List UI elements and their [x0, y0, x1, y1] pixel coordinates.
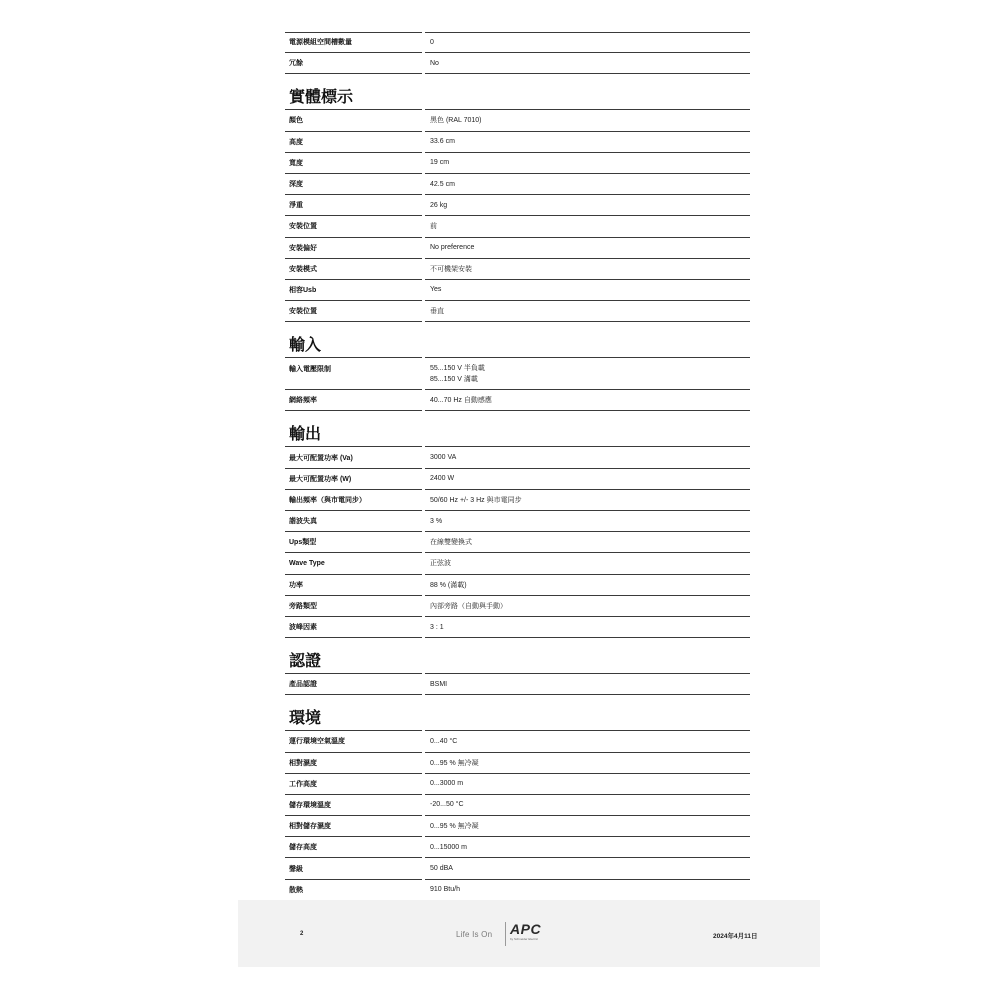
spec-value: 19 cm [430, 159, 450, 167]
section-heading-input [285, 322, 750, 358]
spec-label: 波峰因素 [289, 624, 317, 632]
section-heading-output [285, 411, 750, 447]
spec-label: 淨重 [289, 202, 303, 210]
spec-value: 3 % [430, 517, 443, 525]
spec-label: 輸入電壓限制 [289, 366, 331, 374]
section-title: 環境 [289, 710, 322, 728]
spec-value: 在線雙變換式 [430, 539, 472, 547]
spec-row [285, 532, 750, 553]
spec-row [285, 280, 750, 301]
section-heading-environment [285, 695, 750, 731]
tagline: Life Is On [456, 930, 493, 939]
spec-value: No preference [430, 244, 475, 252]
spec-value: 3000 VA [430, 454, 457, 462]
spec-label: Ups類型 [289, 539, 317, 547]
section-heading-physical [285, 74, 750, 110]
spec-row [285, 174, 750, 195]
page-footer [238, 900, 820, 967]
spec-value: 0...95 % 無冷凝 [430, 759, 479, 767]
spec-label: 相對儲存濕度 [289, 823, 331, 831]
spec-row [285, 259, 750, 280]
spec-label: 安裝位置 [289, 308, 317, 316]
spec-label: 安裝模式 [289, 265, 317, 273]
spec-label: 相對濕度 [289, 759, 317, 767]
spec-label: 寬度 [289, 159, 303, 167]
footer-divider [505, 922, 506, 946]
spec-label: 旁路類型 [289, 602, 317, 610]
spec-row [285, 490, 750, 511]
spec-value: 正弦波 [430, 560, 451, 568]
spec-row [285, 195, 750, 216]
spec-row [285, 238, 750, 259]
spec-row [285, 301, 750, 322]
spec-label: Wave Type [289, 559, 325, 567]
spec-label: 安裝偏好 [289, 244, 317, 252]
section-title: 認證 [289, 653, 322, 671]
spec-row [285, 731, 750, 752]
spec-label: 儲存環境溫度 [289, 801, 331, 809]
spec-row [285, 837, 750, 858]
spec-value: 50/60 Hz +/- 3 Hz 與市電同步 [430, 496, 522, 504]
spec-value: 0...40 °C [430, 737, 458, 745]
spec-value: 42.5 cm [430, 180, 455, 188]
spec-row [285, 575, 750, 596]
spec-row [285, 32, 750, 53]
spec-label: 最大可配置功率 (W) [289, 475, 352, 483]
spec-value: 垂直 [430, 308, 444, 316]
spec-label: 最大可配置功率 (Va) [289, 454, 353, 462]
spec-label: 顏色 [289, 117, 303, 125]
spec-row [285, 153, 750, 174]
spec-label: 產品認證 [289, 681, 317, 689]
spec-label: 網絡頻率 [289, 397, 317, 405]
page-number: 2 [300, 931, 304, 937]
spec-row [285, 358, 750, 390]
spec-row [285, 774, 750, 795]
spec-row [285, 674, 750, 695]
spec-label: 諧波失真 [289, 518, 317, 526]
spec-row [285, 753, 750, 774]
spec-value: 2400 W [430, 475, 455, 483]
spec-value: No [430, 59, 439, 67]
section-title: 輸入 [289, 337, 322, 355]
spec-value: 不可機架安裝 [430, 265, 472, 273]
logo-subtext: by Schneider Electric [510, 937, 539, 941]
spec-value: 3 : 1 [430, 623, 444, 631]
spec-value-line: 55...150 V 半負載 [430, 364, 485, 372]
spec-label: 深度 [289, 181, 303, 189]
document-date: 2024年4月11日 [713, 933, 758, 940]
spec-row [285, 795, 750, 816]
spec-value: BSMI [430, 680, 448, 688]
spec-row [285, 858, 750, 879]
spec-row [285, 553, 750, 574]
spec-value: 黑色 (RAL 7010) [430, 117, 482, 125]
spec-value: 88 % (滿載) [430, 581, 467, 589]
spec-label: 電源模組空間槽數量 [289, 39, 352, 47]
section-title: 輸出 [289, 426, 322, 444]
section-title: 實體標示 [289, 89, 354, 107]
spec-row [285, 53, 750, 74]
spec-row [285, 596, 750, 617]
spec-value: 33.6 cm [430, 138, 455, 146]
spec-sheet [285, 32, 750, 901]
spec-label: 儲存高度 [289, 844, 317, 852]
spec-value: 0 [430, 38, 434, 46]
spec-label: 安裝位置 [289, 223, 317, 231]
spec-value: 50 dBA [430, 865, 453, 873]
spec-row [285, 880, 750, 901]
apc-logo [510, 922, 550, 941]
spec-value: 40...70 Hz 自動感應 [430, 397, 492, 405]
spec-value: 0...95 % 無冷凝 [430, 823, 479, 831]
spec-value-line: 85...150 V 滿載 [430, 375, 478, 383]
spec-value: 0...15000 m [430, 843, 467, 851]
spec-row [285, 469, 750, 490]
spec-label: 散熱 [289, 886, 303, 894]
spec-value: 910 Btu/h [430, 886, 460, 894]
spec-row [285, 132, 750, 153]
spec-label: 功率 [289, 581, 303, 589]
spec-label: 輸出頻率（與市電同步） [289, 496, 366, 504]
spec-row [285, 617, 750, 638]
spec-row [285, 816, 750, 837]
spec-value: 前 [430, 223, 437, 231]
spec-value: 內部旁路（自動與手動） [430, 602, 507, 610]
section-heading-certification [285, 638, 750, 674]
spec-label: 工作高度 [289, 780, 317, 788]
spec-label: 聲級 [289, 865, 303, 873]
spec-label: 冗餘 [289, 60, 303, 68]
spec-row [285, 390, 750, 411]
spec-label: 相容Usb [289, 286, 317, 294]
spec-value: -20...50 °C [430, 801, 464, 809]
spec-value: 26 kg [430, 201, 448, 209]
spec-row [285, 110, 750, 131]
spec-label: 運行環境空氣溫度 [289, 738, 345, 746]
spec-row [285, 511, 750, 532]
spec-row [285, 447, 750, 468]
spec-value: 0...3000 m [430, 780, 464, 788]
spec-label: 高度 [289, 138, 303, 146]
spec-row [285, 216, 750, 237]
spec-value: Yes [430, 286, 442, 294]
logo-mark: APC [510, 921, 542, 937]
